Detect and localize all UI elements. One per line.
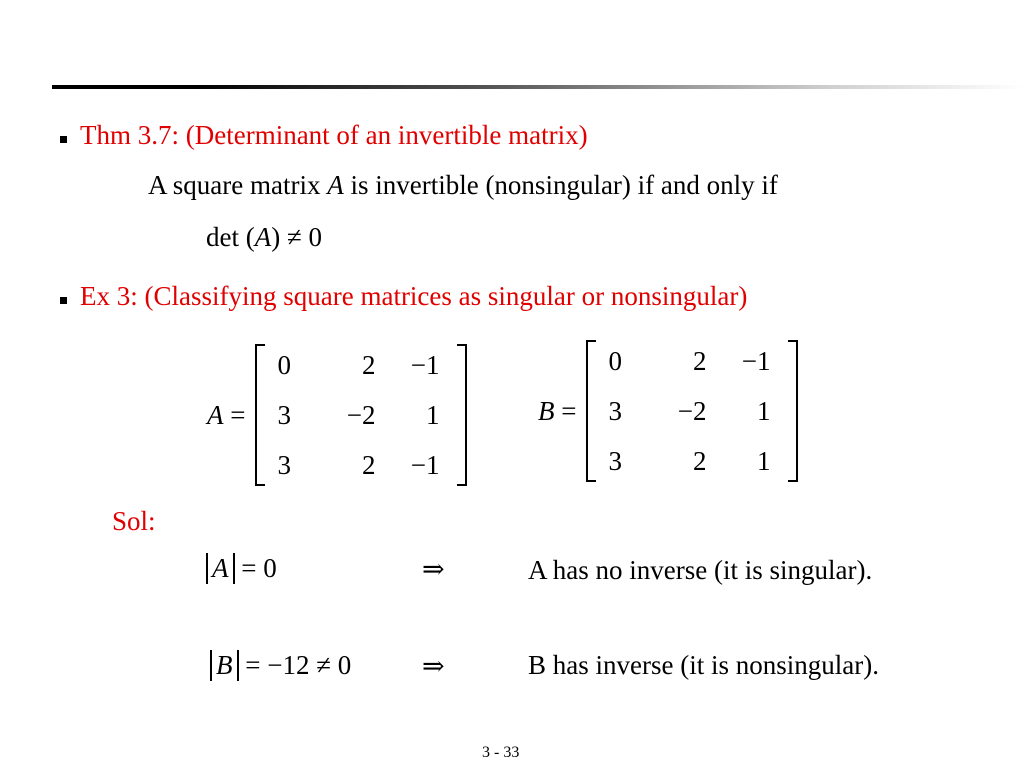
example-label: Ex 3: (Classifying square matrices as singular or nonsingular) [80,281,748,311]
matrix-a-label [207,400,245,431]
matrix-b-cell: 2 [692,445,707,476]
matrix-a-name: A [207,399,224,430]
title-rule [52,85,1024,89]
implies-arrow-2: ⇒ [422,651,445,681]
matrix-a-cell: 0 [277,349,291,380]
matrix-a-equals: = [223,399,246,430]
condition-var: A [254,222,272,252]
matrix-b-right-bracket [788,340,798,482]
theorem-condition [206,224,322,251]
implies-arrow-1: ⇒ [422,554,445,584]
conclusion-b: B has inverse (it is nonsingular). [528,650,879,680]
det-a-expr: = 0 [234,553,277,583]
theorem-label: Thm 3.7: (Determinant of an invertible matrix) [80,120,588,150]
condition-end: ) ≠ 0 [271,222,323,252]
matrix-b-cell: 1 [756,395,771,426]
condition-start: det ( [206,222,255,252]
matrix-b-name: B [538,395,555,426]
matrix-b-cell: −2 [677,395,707,426]
solution-det-a [206,553,277,584]
bullet-example [60,297,67,304]
matrix-b-label [538,396,576,427]
matrix-b [538,336,798,486]
matrix-a-cell: −1 [410,449,440,480]
matrix-a-left-bracket [255,344,265,486]
matrix-b-cell: 3 [608,445,622,476]
matrix-a-grid [265,340,457,490]
matrix-a-cell: −1 [410,349,440,380]
theorem-statement-var: A [327,170,344,200]
theorem-statement-end: is invertible (nonsingular) if and only if [343,170,778,200]
det-b-expr: = −12 ≠ 0 [238,650,352,680]
matrix-a [207,340,467,490]
matrix-b-cell: 3 [608,395,622,426]
solution-label: Sol: [112,506,156,536]
matrix-a-cell: 2 [361,449,376,480]
bullet-theorem [60,136,67,143]
matrix-a-cell: 3 [277,449,291,480]
matrix-a-cell: 2 [361,349,376,380]
det-b-abs: B [210,650,239,681]
matrix-a-right-bracket [457,344,467,486]
theorem-statement [148,172,778,199]
theorem-statement-start: A square matrix [148,170,328,200]
page-number: 3 - 33 [482,744,520,761]
matrix-b-equals: = [554,395,577,426]
conclusion-a: A has no inverse (it is singular). [528,555,873,585]
matrix-b-left-bracket [586,340,596,482]
matrix-b-cell: −1 [741,345,771,376]
solution-det-b [210,650,351,681]
matrix-b-grid [596,336,788,486]
det-a-abs: A [206,553,235,584]
matrix-b-cell: 1 [756,445,771,476]
matrix-b-cell: 0 [608,345,622,376]
matrix-a-cell: −2 [346,399,376,430]
matrix-a-cell: 3 [277,399,291,430]
matrix-a-cell: 1 [425,399,440,430]
matrix-b-cell: 2 [692,345,707,376]
